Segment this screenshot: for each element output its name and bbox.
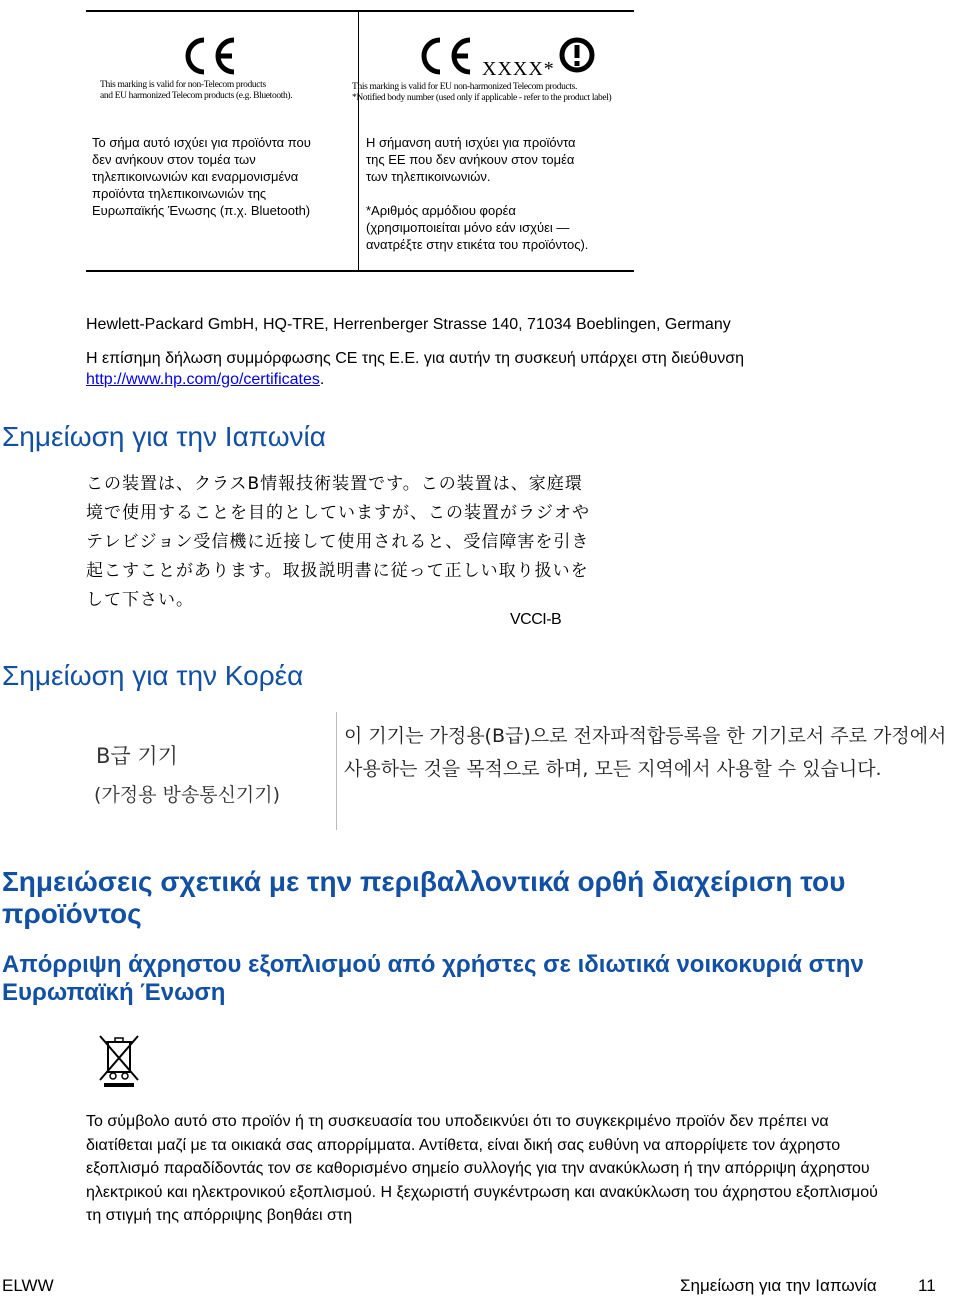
disposal-subheading: Απόρριψη άχρηστου εξοπλισμού από χρήστες σε ιδιωτικά νοικοκυριά στην Ευρωπαϊκή Ένωση bbox=[2, 951, 864, 1006]
korea-heading: Σημείωση για την Κορέα bbox=[2, 660, 304, 691]
environment-heading: Σημειώσεις σχετικά με την περιβαλλοντικά ορθή διαχείριση του προϊόντος bbox=[2, 866, 846, 929]
ce-logo-notified-icon bbox=[416, 36, 474, 76]
japan-line-2: 境で使用することを目的としていますが、この装置がラジオや bbox=[86, 503, 590, 523]
footer-page-number: 11 bbox=[918, 1276, 936, 1295]
korea-statement: 이 기기는 가정용(B급)으로 전자파적합등록을 한 기기로서 주로 가정에서 사용하는 것을 목적으로 하며, 모든 지역에서 사용할 수 있습니다. bbox=[344, 725, 947, 780]
manufacturer-address: Hewlett-Packard GmbH, HQ-TRE, Herrenberger Strasse 140, 71034 Boeblingen, Germany bbox=[86, 316, 731, 333]
japan-line-5: して下さい。 bbox=[86, 590, 194, 610]
table-bottom-border bbox=[86, 270, 634, 272]
notified-body-description: *Αριθμός αρμόδιου φορέα (χρησιμοποιείται μόνο εάν ισχύει — ανατρέξτε στην ετικέτα του προϊόντος). bbox=[366, 203, 589, 252]
korea-notice-image bbox=[86, 712, 952, 830]
disposal-paragraph: Το σύμβολο αυτό στο προϊόν ή τη συσκευασία του υποδεικνύει ότι το συγκεκριμένο προϊόν δεν πρέπει να διατίθεται μαζί με τα οικιακά σας απορρίμματα. Αντίθετα, είναι δική σας ευθύνη να απορρίψετε τον άχρηστο εξοπλισμό παραδίδοντάς τον σε καθορισμένο σημείο συλλογής για την ανακύκλωση ή την απόρριψη άχρηστου ηλεκτρικού και ηλεκτρονικού εξοπλισμού. Η ξεχωριστή συγκέντρωση και ανακύκλωση του άχρηστου εξοπλισμού τη στιγμή της απόρριψης βοηθάει στη bbox=[86, 1113, 878, 1224]
crossed-bin-icon bbox=[96, 1032, 142, 1088]
right-marking-text: This marking is valid for EU non-harmonized Telecom products. *Notified body number (used only if applicable - refer to the product label) bbox=[352, 82, 612, 103]
korea-class-sub: (가정용 방송통신기기) bbox=[94, 784, 281, 806]
japan-heading: Σημείωση για την Ιαπωνία bbox=[2, 421, 326, 452]
japan-line-4: 起こすことがあります。取扱説明書に従って正しい取り扱いを bbox=[86, 561, 589, 581]
footer-doc-code: ELWW bbox=[2, 1276, 54, 1295]
left-marking-text: This marking is valid for non-Telecom products and EU harmonized Telecom products (e.g. Bluetooth). bbox=[100, 80, 293, 101]
certificates-link[interactable]: http://www.hp.com/go/certificates bbox=[86, 371, 320, 388]
vcci-mark: VCCI-B bbox=[510, 611, 562, 628]
japan-line-1: この装置は、クラスB情報技術装置です。この装置は、家庭環 bbox=[86, 474, 583, 494]
alert-mark-icon bbox=[558, 36, 596, 74]
japan-line-3: テレビジョン受信機に近接して使用されると、受信障害を引き bbox=[86, 532, 590, 552]
declaration-paragraph bbox=[86, 348, 886, 390]
table-column-divider bbox=[358, 12, 359, 270]
notified-body-id: XXXX* bbox=[482, 58, 555, 80]
table-top-border bbox=[86, 10, 634, 12]
right-description: Η σήμανση αυτή ισχύει για προϊόντα της ΕΕ που δεν ανήκουν στον τομέα των τηλεπικοινωνιών. bbox=[366, 135, 576, 184]
ce-marking-table bbox=[86, 10, 634, 272]
korea-class-label: B급 기기 bbox=[96, 744, 178, 768]
footer-section-title: Σημείωση για την Ιαπωνία bbox=[680, 1276, 877, 1295]
declaration-text: Η επίσημη δήλωση συμμόρφωσης CE της Ε.Ε. για αυτήν τη συσκευή υπάρχει στη διεύθυνση bbox=[86, 350, 744, 367]
ce-logo-icon bbox=[180, 36, 238, 76]
korea-divider bbox=[336, 712, 337, 830]
declaration-period: . bbox=[319, 371, 325, 388]
left-description: Το σήμα αυτό ισχύει για προϊόντα που δεν ανήκουν στον τομέα των τηλεπικοινωνιών και εναρμονισμένα προϊόντα τηλεπικοινωνιών της Ευρωπαϊκής Ένωσης (π.χ. Bluetooth) bbox=[92, 135, 311, 218]
